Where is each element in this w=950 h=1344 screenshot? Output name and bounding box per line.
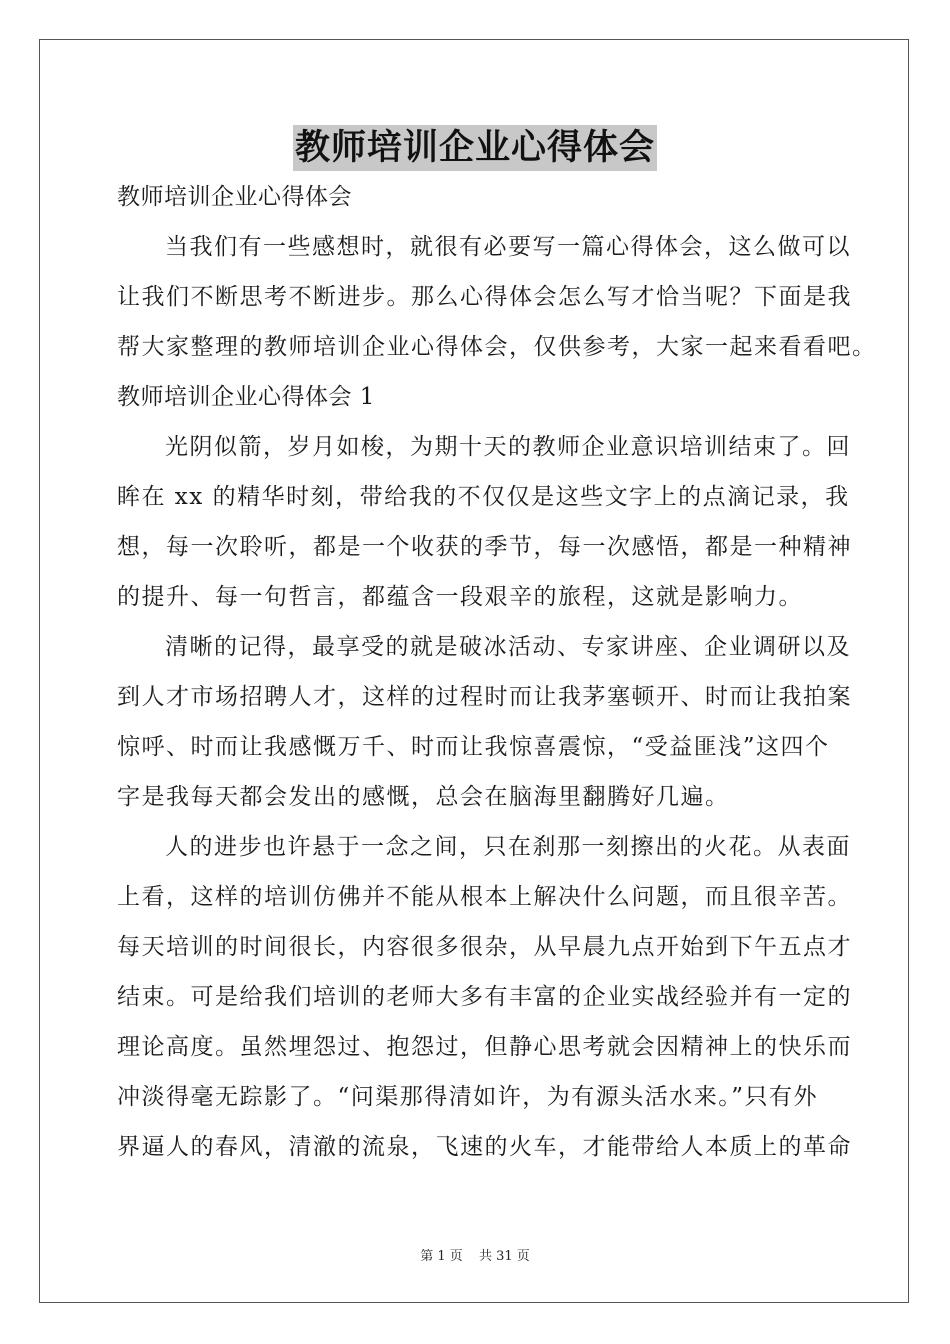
paragraph-line: 的提升、每一句哲言，都蕴含一段艰辛的旅程，这就是影响力。: [117, 584, 803, 610]
page-number: 第 1 页: [420, 1249, 463, 1264]
subtitle-line: 教师培训企业心得体会: [117, 184, 352, 210]
document-body: [117, 172, 877, 1172]
page-footer: [0, 1245, 950, 1264]
paragraph-line: 冲淡得毫无踪影了。“问渠那得清如许，为有源头活水来。”只有外: [117, 1084, 819, 1110]
paragraph-line: 让我们不断思考不断进步。那么心得体会怎么写才恰当呢？下面是我: [117, 284, 852, 310]
paragraph-line: 帮大家整理的教师培训企业心得体会，仅供参考，大家一起来看看吧。: [117, 334, 877, 360]
paragraph-line: 眸在 xx 的精华时刻，带给我的不仅仅是这些文字上的点滴记录，我: [117, 484, 850, 510]
paragraph-line: 人的进步也许悬于一念之间，只在刹那一刻擦出的火花。从表面: [165, 834, 851, 860]
page-total: 共 31 页: [478, 1249, 530, 1264]
paragraph-line: 想，每一次聆听，都是一个收获的季节，每一次感悟，都是一种精神: [117, 534, 852, 560]
paragraph-line: 每天培训的时间很长，内容很多很杂，从早晨九点开始到下午五点才: [117, 934, 852, 960]
paragraph-line: 清晰的记得，最享受的就是破冰活动、专家讲座、企业调研以及: [165, 634, 851, 660]
paragraph-line: 界逼人的春风，清澈的流泉，飞速的火车，才能带给人本质上的革命: [117, 1134, 852, 1160]
paragraph-line: 字是我每天都会发出的感慨，总会在脑海里翻腾好几遍。: [117, 784, 730, 810]
paragraph-line: 到人才市场招聘人才，这样的过程时而让我茅塞顿开、时而让我拍案: [117, 684, 852, 710]
title-container: [0, 125, 950, 171]
paragraph-line: 理论高度。虽然埋怨过、抱怨过，但静心思考就会因精神上的快乐而: [117, 1034, 852, 1060]
paragraph-line: 光阴似箭，岁月如梭，为期十天的教师企业意识培训结束了。回: [165, 434, 851, 460]
paragraph-line: 结束。可是给我们培训的老师大多有丰富的企业实战经验并有一定的: [117, 984, 852, 1010]
paragraph-line: 惊呼、时而让我感慨万千、时而让我惊喜震惊，“受益匪浅”这四个: [117, 734, 830, 760]
paragraph-line: 当我们有一些感想时，就很有必要写一篇心得体会，这么做可以: [165, 234, 851, 260]
document-title: 教师培训企业心得体会: [293, 125, 657, 171]
section-heading: 教师培训企业心得体会 1: [117, 384, 375, 410]
paragraph-line: 上看，这样的培训仿佛并不能从根本上解决什么问题，而且很辛苦。: [117, 884, 852, 910]
